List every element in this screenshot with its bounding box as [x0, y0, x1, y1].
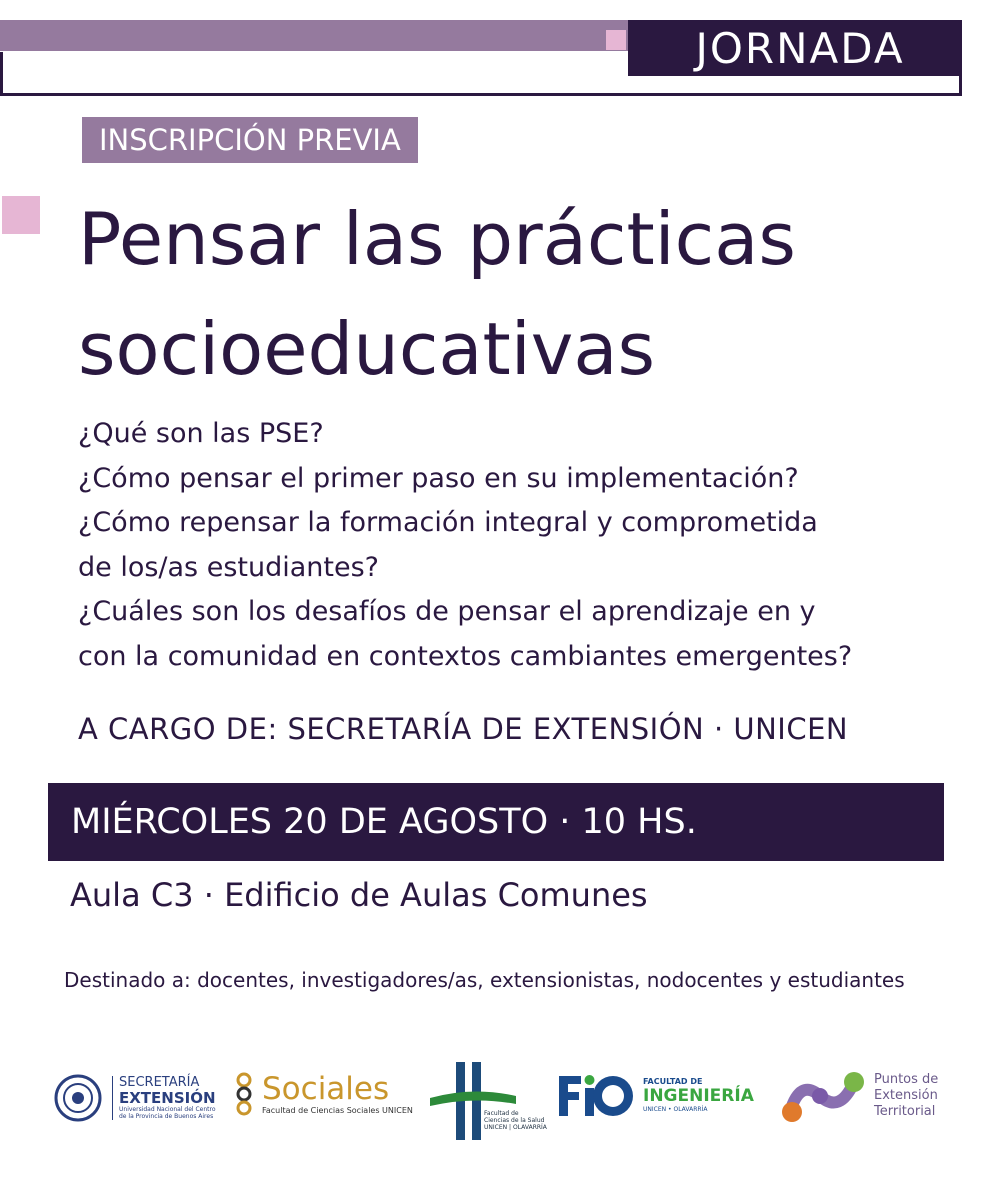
question-line: de los/as estudiantes?	[78, 551, 379, 583]
top-pink-square	[606, 30, 626, 50]
main-title	[78, 184, 796, 404]
fio-letters-icon	[557, 1072, 637, 1118]
question-line: ¿Cuáles son los desafíos de pensar el aprendizaje en y	[78, 596, 816, 627]
venue-text: Aula C3 · Edificio de Aulas Comunes	[70, 876, 648, 914]
questions-list	[78, 412, 958, 679]
salud-line-1: Facultad de	[484, 1110, 519, 1117]
organizer-text: A CARGO DE: SECRETARÍA DE EXTENSIÓN · UNICEN	[78, 712, 849, 746]
salud-logo	[428, 1056, 547, 1150]
event-type-banner	[628, 20, 962, 76]
date-banner	[48, 783, 944, 861]
fio-logo	[557, 1072, 754, 1118]
sociales-name: Sociales	[262, 1070, 390, 1107]
puntos-line-2: Extensión	[874, 1088, 938, 1103]
salud-line-3: UNICEN | OLAVARRÍA	[484, 1124, 547, 1131]
puntos-network-icon	[780, 1068, 864, 1124]
title-line-1: Pensar las prácticas	[78, 197, 796, 281]
extension-line-1: SECRETARÍA	[119, 1075, 200, 1090]
question-line: ¿Qué son las PSE?	[78, 418, 324, 449]
registration-tag: INSCRIPCIÓN PREVIA	[82, 117, 418, 163]
salud-cross-icon	[428, 1056, 518, 1146]
extension-line-2: EXTENSIÓN	[119, 1089, 216, 1107]
date-text: MIÉRCOLES 20 DE AGOSTO · 10 HS.	[71, 802, 697, 842]
salud-line-2: Ciencias de la Salud	[484, 1117, 545, 1124]
sociales-figure-icon	[232, 1072, 256, 1116]
fio-line-2: INGENIERÍA	[643, 1085, 754, 1106]
extension-line-4: de la Provincia de Buenos Aires	[119, 1113, 214, 1120]
puntos-line-1: Puntos de	[874, 1072, 939, 1087]
question-line: ¿Cómo pensar el primer paso en su implementación?	[78, 462, 799, 494]
sociales-logo	[232, 1072, 413, 1116]
question-line: con la comunidad en contextos cambiantes emergentes?	[78, 640, 853, 672]
logos-row	[0, 1050, 982, 1160]
puntos-line-3: Territorial	[874, 1104, 936, 1119]
extension-seal-icon	[52, 1074, 104, 1122]
extension-logo	[52, 1074, 216, 1122]
title-line-2: socioeducativas	[78, 307, 656, 391]
event-type-label: JORNADA	[695, 23, 905, 73]
sociales-subtitle: Facultad de Ciencias Sociales UNICEN	[262, 1105, 413, 1115]
audience-text: Destinado a: docentes, investigadores/as, extensionistas, nodocentes y estudiantes	[64, 968, 905, 992]
puntos-logo	[780, 1068, 938, 1124]
fio-line-3: UNICEN • OLAVARRÍA	[643, 1105, 708, 1113]
question-line: ¿Cómo repensar la formación integral y comprometida	[78, 507, 818, 538]
fio-line-1: FACULTAD DE	[643, 1076, 703, 1086]
title-pink-square	[2, 196, 40, 234]
extension-line-3: Universidad Nacional del Centro	[119, 1106, 216, 1113]
